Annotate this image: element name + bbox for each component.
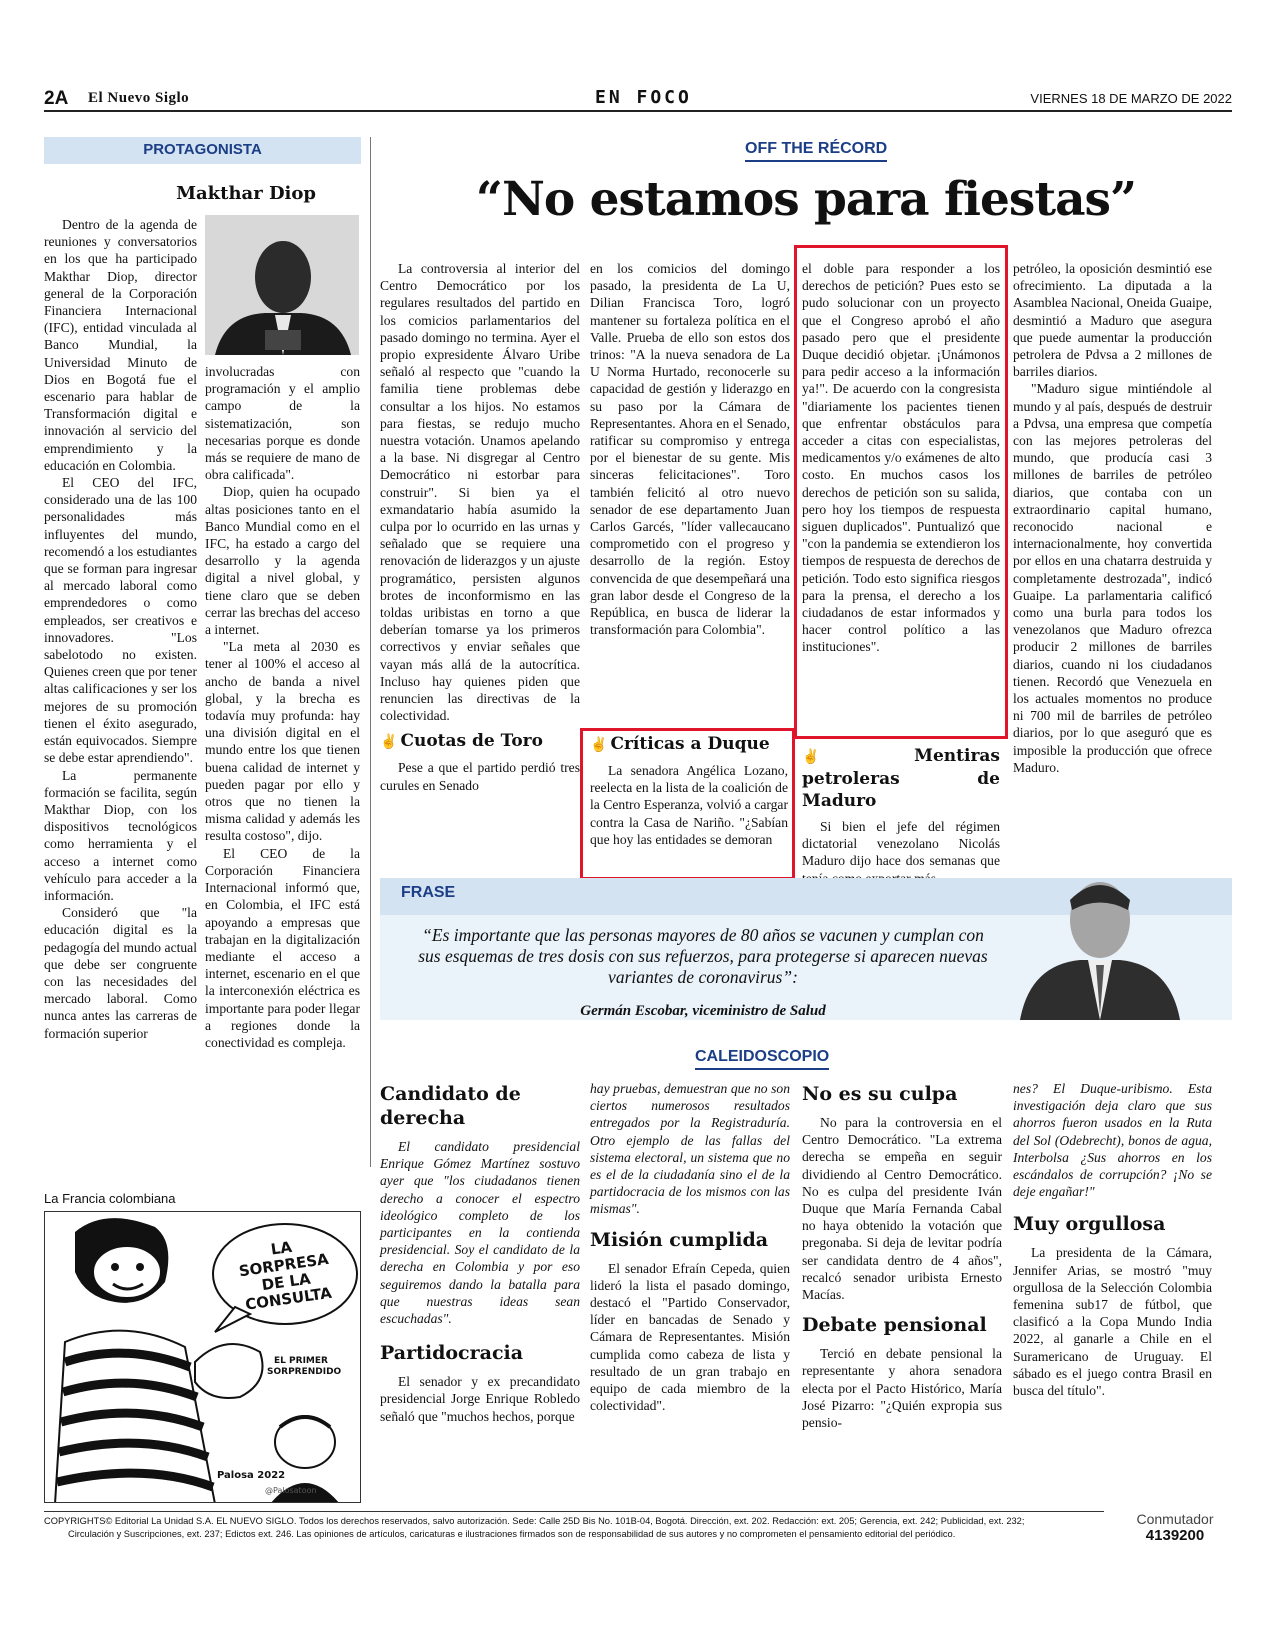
paragraph: en los comicios del domingo pasado, la presidenta de La U, Dilian Francisca Toro, logró mantener su fortaleza política en el Valle. Prueba de ello son estos dos trinos: "A la nueva senadora de La U Norma Hurtado, reconocerle su capacidad de gestión y liderazgo en su paso por la Cámara de Representantes. Ahora en el Senado, ratificar su compromiso y entrega por el bienestar de su gente. Mis sinceras felicitaciones". Toro también felicitó al otro nuevo senador de ese departamento Juan Carlos Garcés, "líder vallecaucano comprometido con el progreso y desarrollo de la región. Estoy convencida de que desempeñará una gran labor desde el Congreso de la República, en busca de liderar la transformación para Colombia". [590,261,790,638]
cal-heading-candidato: Candidato de derecha [380,1083,521,1129]
otr-col4 [1013,260,1212,776]
paragraph: Diop, quien ha ocupado altas posiciones tanto en el Banco Mundial como en el IFC, ha estado a cargo del desarrollo y la agenda digital a nivel global, y tiene claro que se deben cerrar las brechas del acceso a internet. [205,484,360,638]
otr-criticas [590,733,788,848]
arrow-icon: ✌ [380,734,398,751]
paragraph: petróleo, la oposición desmintió ese ofrecimiento. La diputada a la Asamblea Nacional, Oneida Guaipe, desmintió a Maduro que asegura que puede aumentar la producción petrolera de Pdvsa a 2 millones de barriles diarios. [1013,261,1212,380]
cal-heading-partidocracia: Partidocracia [380,1342,524,1365]
profile-photo [205,215,359,355]
conmutador-number: 4139200 [1145,1527,1205,1544]
cal-col3 [802,1080,1002,1431]
subhead-mentiras: ✌ Mentiras petroleras de Maduro [802,746,1000,811]
otr-col3 [802,260,1000,656]
protagonista-label: PROTAGONISTA [44,137,361,164]
arrow-icon: ✌ [802,749,912,765]
paragraph: Si bien el jefe del régimen dictatorial venezolano Nicolás Maduro dijo hace dos semanas que [802,819,1000,869]
section-title: EN FOCO [595,87,692,108]
subhead-cuotas: ✌ Cuotas de Toro [380,731,543,752]
cartoon-tag: EL PRIMER SORPRENDIDO [267,1356,342,1377]
conmutador [1125,1511,1225,1544]
paragraph: La senadora Angélica Lozano, reelecta en la lista de la coalición de la Centro Esperanza, volvió a cargar contra la Casa de Nariño. "¿Sabían que hoy las entidades se demoran [590,763,788,847]
issue-date: VIERNES 18 DE MARZO DE 2022 [1030,91,1232,106]
paragraph: La presidenta de la Cámara, Jennifer Arias, se mostró "muy orgullosa de la Selección Colombia femenina sub17 de fútbol, que clasificó a la Copa Mundo India 2022, al ganarle a Chile en el Suramericano de Uruguay. El sábado es el juego contra Brasil en busca del título". [1013,1245,1212,1399]
cal-heading-mision: Misión cumplida [590,1228,769,1251]
otr-col2 [590,260,790,638]
quote-portrait [1000,865,1200,1020]
column-divider [370,137,371,1167]
cartoon-signature: Palosa 2022 [217,1470,286,1481]
otr-col1 [380,260,580,794]
paragraph: Dentro de la agenda de reuniones y conversatorios en los que ha participado Makthar Diop, director general de la Corporación Financiera Internacional (IFC), entidad vinculada al Banco Mundial, la Universidad Minuto de Dios en Bogotá fue el escenario para hablar de Transformación digital e innovación al servicio del emprendimiento y la educación en Colombia. [44,217,197,473]
cartoon-handle: @Palosatoon [265,1486,317,1495]
paragraph: Consideró que "la educación digital es la pedagogía del mundo actual que debe ser congruente con las necesidades del mercado laboral. Como nunca antes las carreras de formación superior [44,905,197,1041]
cartoon-bubble-text: LA SORPRESA DE LA CONSULTA [237,1237,333,1314]
protagonista-col1 [44,216,197,1042]
protagonista-col2 [205,363,360,1051]
cal-heading-debate: Debate pensional [802,1314,987,1337]
profile-name: Makthar Diop [176,183,316,204]
footer-line: COPYRIGHTS© Editorial La Unidad S.A. EL NUEVO SIGLO. Todos los derechos reservados, salvo autorización. Sede: Calle 25D Bis No. 101B-04, Bogotá. Dirección, ext. 202. Redacción: ext. 205; Gerencia, ext. 242; Publicidad, ext. 232; [44,1516,1025,1526]
arrow-icon: ✌ [590,737,608,753]
paragraph: La permanente formación se facilita, según Makthar Diop, con los dispositivos tecnológicos como herramienta y el acceso a internet como vehículo para acceder a la información. [44,767,197,903]
cal-heading-orgullosa: Muy orgullosa [1013,1213,1166,1236]
paragraph: nes? El Duque-uribismo. Esta investigación deja claro que sus ahorros fueron usados en la Ruta del Sol (Odebrecht), bonos de agua, Interbolsa ¿Sus ahorros en los escándalos de corrupción? ¡No se deje engañar!" [1013,1081,1212,1200]
subhead-criticas: ✌ Críticas a Duque [590,734,770,754]
cartoon [44,1211,361,1503]
paragraph: Terció en debate pensional la representante y ahora senadora electa por el Pacto Histórico, María José Pizarro: "¿Quién expropia sus pensio- [802,1346,1002,1431]
cal-heading-culpa: No es su culpa [802,1083,958,1105]
paragraph: Pese a que el partido perdió tres curules en Senado [380,760,580,793]
frase-label: FRASE [401,884,456,901]
cal-col2 [590,1080,790,1414]
headline: “No estamos para fiestas” [475,172,1137,227]
paragraph: El candidato presidencial Enrique Gómez Martínez sostuvo ayer que "los ciudadanos tienen derecho a conocer el espectro ideológico completo de los participantes en la contienda presidencial. Soy el candidato de la derecha en Colombia y por eso seguiremos dando la batalla para que nuestras ideas sean escuchadas". [380,1139,580,1327]
footer-line: Circulación y Suscripciones, ext. 237; Edictos ext. 246. Las opiniones de artículos, caricaturas e ilustraciones firmados son de responsabilidad de sus autores y no comprometen el pensamiento editorial del periódico. [68,1529,956,1539]
paragraph: el doble para responder a los derechos de petición? Pues esto se pudo solucionar con un proyecto que el Congreso aprobó el año pasado pero que el presidente Duque decidió objetar. ¡Unámonos para pedir acceso a la información ya!". De acuerdo con la congresista "diariamente los pacientes tienen que enfrentar obstáculos para acceder a citas con especialistas, medicamentos y/o exámenes de alto costo. En muchos casos los derechos de petición son su salida, pero hoy los tiempos de respuesta siguen duplicados". Puntualizó que "con la pandemia se extendieron los tiempos de respuesta de derechos de petición. Todo esto significa riesgos para la prensa, el derecho a los ciudadanos de estar informados y hacer control político a las instituciones". [802,261,1000,655]
paragraph: El senador Efraín Cepeda, quien lideró la lista el pasado domingo, destacó el "Partido Conservador, líder en bancadas de Senado y Cámara de Representantes. Misión cumplida como cabeza de lista y resultado de un gran trabajo en equipo de cada miembro de la colectividad". [590,1260,790,1414]
paragraph: "La meta al 2030 es tener al 100% el acceso al ancho de banda a nivel global, y la brecha es todavía muy profunda: hay una división digital en el mundo entre los que tienen buena calidad de internet y pueden pagar por ello y otros que no tienen la misma calidad y además les resulta costoso", dijo. [205,639,360,844]
cal-col4 [1013,1080,1212,1399]
paragraph: El CEO del IFC, considerado una de las 100 personalidades más influyentes del mundo, recomendó a los estudiantes que se forman para ingresar al mercado laboral como emprendedores o como empleados, ser creativos e innovadores. "Los sabelotodo no existen. Quienes creen que por tener altas calificaciones y ser los mejores de su promoción tienen el éxito asegurado, están equivocados. Siempre se debe estar aprendiendo". [44,475,197,766]
off-the-record-label: OFF THE RÉCORD [745,140,887,162]
page-number: 2A [44,88,69,109]
cartoon-title: La Francia colombiana [44,1191,176,1206]
paragraph: No para la controversia en el Centro Democrático. "La extrema derecha se empeña en seguir dividiendo al Centro Democrático. No es culpa del presidente Iván Duque que María Fernanda Cabal no haya obtenido la votación que pregonaba. Si deja de levitar podría ser candidata dentro de 4 años", recalcó senador uribista Ernesto Macías. [802,1115,1002,1303]
paragraph: involucradas con programación y el amplio campo de la sistematización, son necesarias porque es donde más se requiere de mano de obra calificada". [205,364,360,483]
quote-text: “Es importante que las personas mayores de 80 años se vacunen y cumplan con sus esquemas de tres dosis con sus refuerzos, para protegerse si aparecen nuevas variantes de coronavirus”: [418,925,988,987]
paragraph: El CEO de la Corporación Financiera Internacional informó que, en Colombia, el IFC está apoyando a empresas que trabajan en la digitalización mediante el acceso a internet, escenario en el que la interconexión eléctrica es importante para poder llegar a regiones donde la conectividad es compleja. [205,845,360,1050]
quote-author: Germán Escobar, viceministro de Salud [580,1003,826,1019]
paragraph: La controversia al interior del Centro Democrático por los regulares resultados del partido en los comicios parlamentarios del pasado domingo no termina. Ayer el propio expresidente Álvaro Uribe señaló al respecto que "cuando la familia tiene problemas debe consultar a los hijos. No estamos para fiestas, se redujo mucho nuestra votación. Unamos apelando a la base. Ni disgregar al Centro Democrático ni estorbar para construir". Si bien ya el exmandatario había asumido la culpa por lo ocurrido en las urnas y señalado que se requiere una renovación de liderazgos y un ajuste programático, persisten algunos brotes de inconformismo en las toldas uribistas en torno a que deberían tomarse ya los primeros correctivos y enviar señales que vayan más allá de la autocrítica. Incluso hay quienes piden que renuncien las directivas de la colectividad. [380,261,580,724]
paragraph: "Maduro sigue mintiéndole al mundo y al país, después de destruir a Pdvsa, una empresa que competía con las mejores petroleras del mundo, que producía casi 3 millones de barriles de petróleo diarios, que contaba con un extraordinario capital humano, reconocido nacional e internacionalmente, hoy convertida por ellos en una chatarra destruida y completamente destrozada", indicó Guaipe. La parlamentaria calificó como una burla para todos los venezolanos que Maduro ofrezca producir 2 millones de barriles diarios, cuando ni los ciudadanos tienen. Recordó que Venezuela en los actuales momentos no produce ni 700 mil de barriles de petróleo diarios, por lo que aseguró que es imposible la producción que ofrece Maduro. [1013,381,1212,775]
paragraph: hay pruebas, demuestran que no son ciertos numerosos resultados entregados por la Registraduría. Otro ejemplo de las fallas del sistema electoral, un sistema que no es el de la ciudadanía sino el de la partidocracia de los mismos con las mismas". [590,1081,790,1217]
masthead: El Nuevo Siglo [88,90,190,106]
cal-col1 [380,1080,580,1425]
footer-copyright [44,1511,1104,1541]
caleidoscopio-label: CALEIDOSCOPIO [695,1048,829,1070]
paragraph: El senador y ex precandidato presidencial Jorge Enrique Robledo señaló que "muchos hechos, porque [380,1374,580,1424]
conmutador-label: Conmutador [1136,1511,1214,1527]
otr-mentiras [802,745,1000,887]
